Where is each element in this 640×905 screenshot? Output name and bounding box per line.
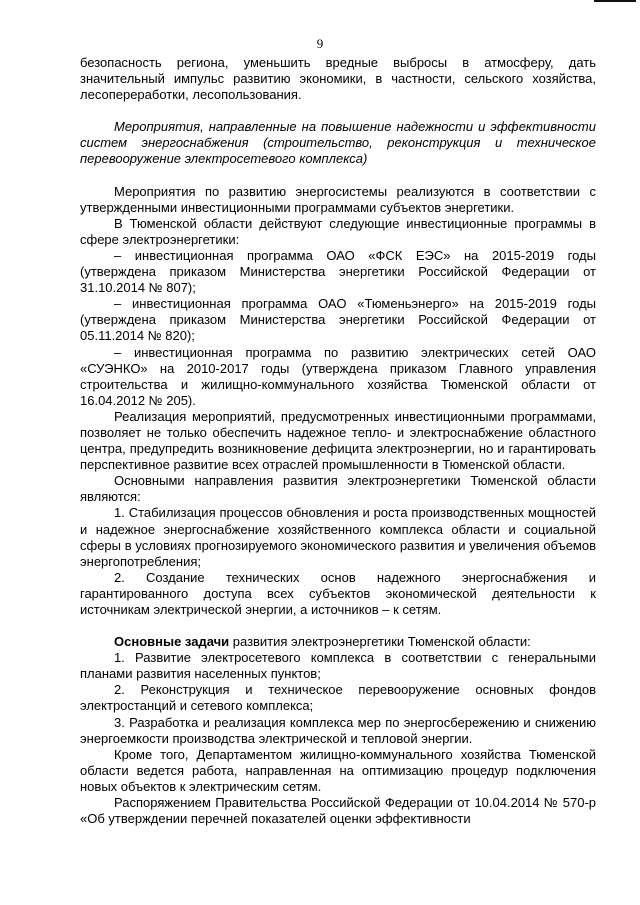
list-item-task-3: 3. Разработка и реализация комплекса мер по энергосбережению и снижению энергоемкости производства электрической и тепловой энергии. [80,714,596,746]
tasks-bold-label: Основные задачи [114,634,230,650]
paragraph-order: Распоряжением Правительства Российской Федерации от 10.04.2014 № 570-р «Об утверждении перечней показателей оценки эффективности [80,795,596,827]
list-item-task-1: 1. Развитие электросетевого комплекса в соответствии с генеральными планами развития населенных пунктов; [80,650,596,682]
corner-mark [594,0,636,2]
list-item-suenko: – инвестиционная программа по развитию электрических сетей ОАО «СУЭНКО» на 2010-2017 годы (утверждена приказом Главного управления строительства и жилищно-коммунального хозяйства Тюменской области от 16.04.2012 № 205). [80,344,596,408]
paragraph-department: Кроме того, Департаментом жилищно-коммунального хозяйства Тюменской области ведется работа, направленная на оптимизацию процедур подключения новых объектов к электрическим сетям. [80,746,596,794]
paragraph-tasks [80,634,596,650]
list-item-tyumenenergo: – инвестиционная программа ОАО «Тюменьэнерго» на 2015-2019 годы (утверждена приказом Министерства энергетики Российской Федерации от 05.11.2014 № 820); [80,296,596,344]
page-number: 9 [316,36,324,51]
paragraph-intro: безопасность региона, уменьшить вредные выбросы в атмосферу, дать значительный импульс развитию экономики, в частности, сельского хозяйства, лесопереработки, лесопользования. [80,55,596,103]
list-item-direction-2: 2. Создание технических основ надежного энергоснабжения и гарантированного доступа всех субъектов экономической деятельности к источникам электрической энергии, а источников – к сетям. [80,569,596,617]
paragraph-implementation: Реализация мероприятий, предусмотренных инвестиционными программами, позволяет не только обеспечить надежное тепло- и электроснабжение областного центра, предупредить возникновение дефицита электроэнергии, но и гарантировать перспективное развитие всех отраслей промышленности в Тюменской области. [80,408,596,473]
section-heading: Мероприятия, направленные на повышение надежности и эффективности систем энергоснабжения (строительство, реконструкция и техническое перевооружение электросетевого комплекса) [80,119,596,167]
document-body [80,55,596,827]
paragraph-directions: Основными направления развития электроэнергетики Тюменской области являются: [80,473,596,505]
paragraph-programs-list-intro: В Тюменской области действуют следующие инвестиционные программы в сфере электроэнергетики: [80,215,596,247]
list-item-task-2: 2. Реконструкция и техническое перевооружение основных фондов электростанций и сетевого комплекса; [80,682,596,714]
list-item-fsk: – инвестиционная программа ОАО «ФСК ЕЭС» на 2015-2019 годы (утверждена приказом Министерства энергетики Российской Федерации от 31.10.2014 № 807); [80,247,596,296]
list-item-direction-1: 1. Стабилизация процессов обновления и роста производственных мощностей и надежное энергоснабжение хозяйственного комплекса области и социальной сферы в условиях прогнозируемого экономического развития и увеличения объемов энергопотребления; [80,505,596,569]
paragraph-programs: Мероприятия по развитию энергосистемы реализуются в соответствии с утвержденными инвестиционными программами субъектов энергетики. [80,183,596,215]
tasks-label-rest: развития электроэнергетики Тюменской области: [229,634,531,650]
